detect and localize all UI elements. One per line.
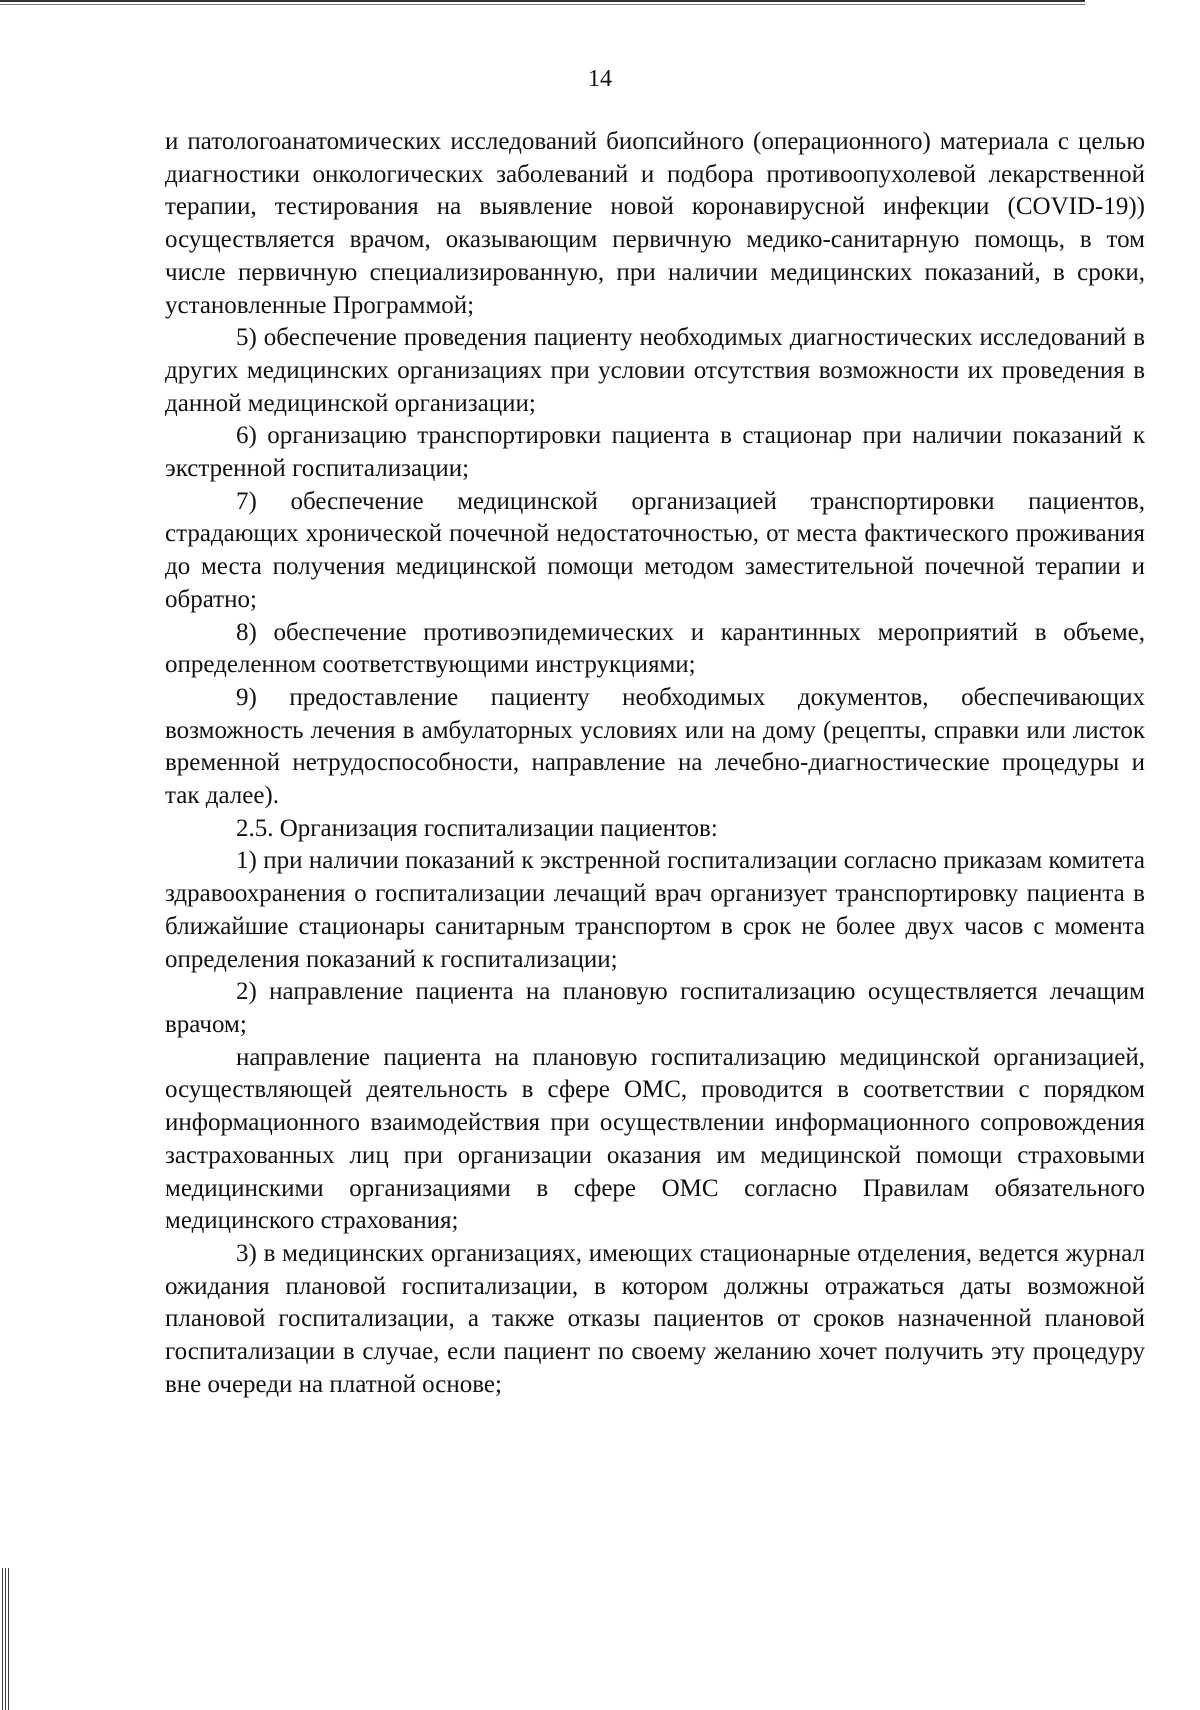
- paragraph-hospitalization-1: 1) при наличии показаний к экстренной госпитализации согласно приказам комитета здравоохранения о госпитализации лечащий врач организует транспортировку пациента в ближайшие стационары санитарным транспортом в срок не более двух часов с момента определения показаний к госпитализации;: [165, 847, 1145, 973]
- paragraph-item-8: 8) обеспечение противоэпидемических и карантинных мероприятий в объеме, определенном соответствующими инструкциями;: [165, 618, 1145, 679]
- paragraph-item-5: 5) обеспечение проведения пациенту необходимых диагностических исследований в других медицинских организациях при условии отсутствия возможности их проведения в данной медицинской организации;: [165, 324, 1145, 417]
- paragraph-item-6: 6) организацию транспортировки пациента в стационар при наличии показаний к экстренной госпитализации;: [165, 422, 1145, 483]
- paragraph-continuation: и патологоанатомических исследований биопсийного (операционного) материала с целью диагностики онкологических заболеваний и подбора противоопухолевой лекарственной терапии, тестирования на выявление новой коронавирусной инфекции (COVID-19)) осуществляется врачом, оказывающим первичную медико-санитарную помощь, в том числе первичную специализированную, при наличии медицинских показаний, в сроки, установленные Программой;: [165, 128, 1145, 319]
- paragraph-item-7: 7) обеспечение медицинской организацией транспортировки пациентов, страдающих хронической почечной недостаточностью, от места фактического проживания до места получения медицинской помощи методом заместительной почечной терапии и обратно;: [165, 487, 1145, 613]
- scan-margin-marks: [2, 1568, 10, 1710]
- section-heading-2-5: 2.5. Организация госпитализации пациентов:: [236, 814, 718, 842]
- page-number: 14: [588, 66, 612, 92]
- scan-edge-line: [0, 0, 1085, 2]
- paragraph-hospitalization-2: 2) направление пациента на плановую госпитализацию осуществляется лечащим врачом;: [165, 978, 1145, 1038]
- body-text: [165, 126, 1145, 1401]
- paragraph-referral-oms: направление пациента на плановую госпитализацию медицинской организацией, осуществляющей деятельность в сфере ОМС, проводится в соответствии с порядком информационного взаимодействия при осуществлении информационного сопровождения застрахованных лиц при организации оказания им медицинской помощи страховыми медицинскими организациями в сфере ОМС согласно Правилам обязательного медицинского страхования;: [165, 1043, 1145, 1235]
- paragraph-item-9: 9) предоставление пациенту необходимых документов, обеспечивающих возможность лечения в амбулаторных условиях или на дому (рецепты, справки или листок временной нетрудоспособности, направление на лечебно-диагностические процедуры и так далее).: [165, 683, 1145, 810]
- scan-edge-line-secondary: [0, 4, 1085, 5]
- paragraph-hospitalization-3: 3) в медицинских организациях, имеющих стационарные отделения, ведется журнал ожидания плановой госпитализации, в котором должны отражаться даты возможной плановой госпитализации, а также отказы пациентов от сроков назначенной плановой госпитализации в случае, если пациент по своему желанию хочет получить эту процедуру вне очереди на платной основе;: [165, 1239, 1145, 1398]
